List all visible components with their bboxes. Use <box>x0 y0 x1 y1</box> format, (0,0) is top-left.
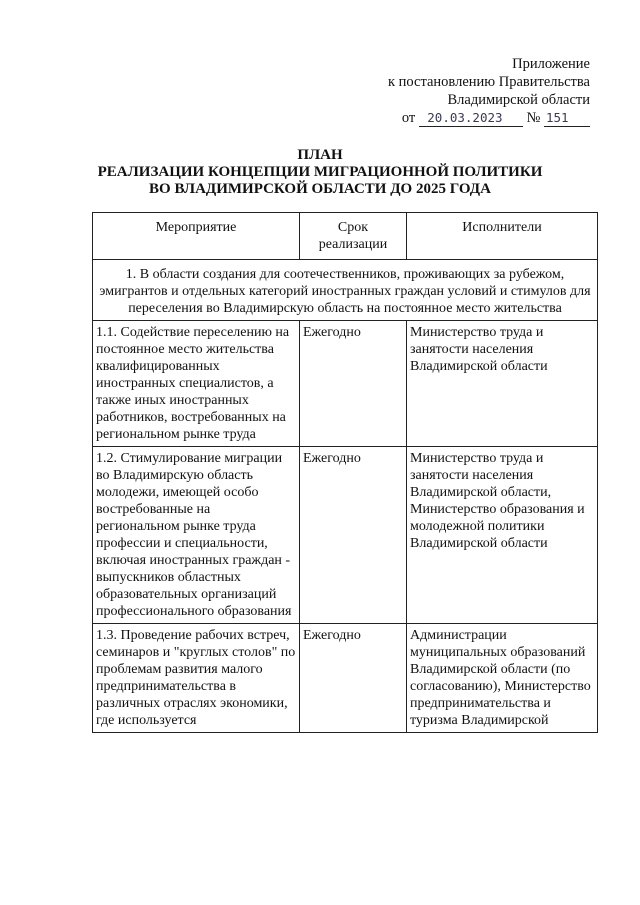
appendix-date-number <box>388 109 590 127</box>
table-row <box>93 624 598 733</box>
row-term: Ежегодно <box>300 624 407 733</box>
resolution-number: 151 <box>544 110 590 127</box>
row-measure: 1.3. Проведение рабочих встреч, семинаров и "круглых столов" по проблемам развития малого предпринимательства в различных отраслях экономики, где используется <box>93 624 300 733</box>
row-measure: 1.1. Содействие переселению на постоянное место жительства квалифицированных иностранных специалистов, а также иных иностранных работников, востребованных на региональном рынке труда <box>93 321 300 447</box>
from-label: от <box>401 110 416 126</box>
section-title: 1. В области создания для соотечественников, проживающих за рубежом, эмигрантов и отдельных категорий иностранных граждан условий и стимулов для переселения во Владимирскую область на постоянное место жительства <box>93 260 598 321</box>
date-underline <box>511 112 523 127</box>
row-measure: 1.2. Стимулирование миграции во Владимирскую область молодежи, имеющей особо востребованные на региональном рынке труда профессии и специальности, включая иностранных граждан - выпускников областных образовательных организаций профессионального образования <box>93 447 300 624</box>
section-row <box>93 260 598 321</box>
plan-table <box>92 212 598 733</box>
appendix-region: Владимирской области <box>447 92 590 108</box>
document-title <box>0 147 640 198</box>
title-line-3: ВО ВЛАДИМИРСКОЙ ОБЛАСТИ ДО 2025 ГОДА <box>149 181 491 197</box>
table-header-row <box>93 213 598 260</box>
row-executors: Администрации муниципальных образований Владимирской области (по согласованию), Министерство предпринимательства и туризма Владимирской <box>407 624 598 733</box>
table-row <box>93 321 598 447</box>
header-measure: Мероприятие <box>93 213 300 260</box>
resolution-date: 20.03.2023 <box>419 110 511 127</box>
appendix-resolution: к постановлению Правительства <box>388 74 590 90</box>
header-executors: Исполнители <box>407 213 598 260</box>
row-term: Ежегодно <box>300 321 407 447</box>
row-executors: Министерство труда и занятости населения Владимирской области, Министерство образования и молодежной политики Владимирской области <box>407 447 598 624</box>
title-line-2: РЕАЛИЗАЦИИ КОНЦЕПЦИИ МИГРАЦИОННОЙ ПОЛИТИКИ <box>97 164 543 180</box>
appendix-label: Приложение <box>512 56 590 72</box>
title-line-1: ПЛАН <box>297 147 343 163</box>
header-term: Срок реализации <box>300 213 407 260</box>
appendix-header <box>388 55 590 127</box>
number-label: № <box>526 110 541 126</box>
table-row <box>93 447 598 624</box>
row-term: Ежегодно <box>300 447 407 624</box>
row-executors: Министерство труда и занятости населения Владимирской области <box>407 321 598 447</box>
